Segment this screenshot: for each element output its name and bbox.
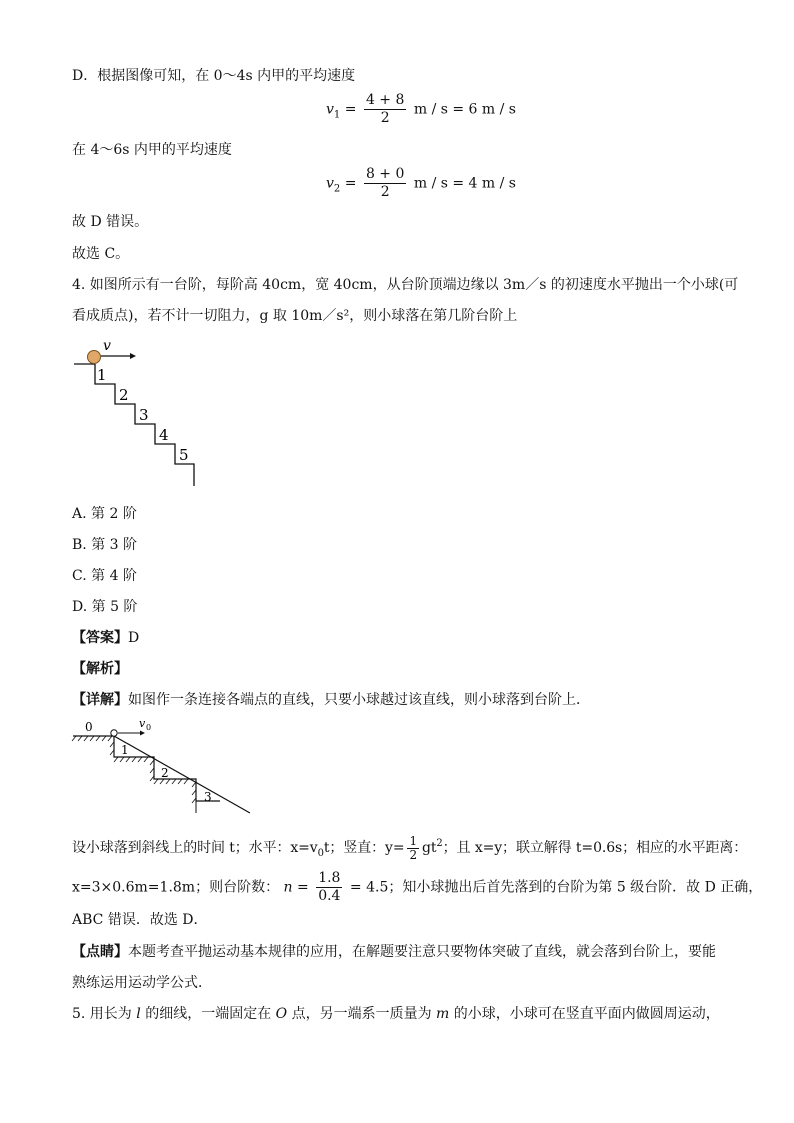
- step-label-2: 2: [119, 386, 129, 404]
- eq-rhs: m / s = 6 m / s: [413, 101, 516, 118]
- q4-stem-line2: 看成质点)，若不计一切阻力，g 取 10m／s²，则小球落在第几阶台阶上: [72, 308, 518, 324]
- velocity-label: v: [139, 717, 146, 730]
- fraction-denominator: 2: [380, 184, 390, 200]
- solution-text: x=3×0.6m=1.8m；则台阶数：: [72, 879, 280, 896]
- comment-tag: 【点睛】: [72, 944, 128, 960]
- fraction-denominator: 2: [409, 847, 418, 862]
- answer-line: [72, 628, 139, 648]
- fraction-numerator: 1: [409, 833, 418, 848]
- solution-line1: [72, 834, 747, 864]
- q5-stem: [72, 1004, 720, 1024]
- velocity-label: v: [103, 338, 111, 354]
- solution-text: t；竖直：y=: [323, 840, 405, 856]
- eq-lhs: v: [326, 101, 334, 118]
- step-label-3: 3: [139, 406, 149, 424]
- ball-icon: [111, 730, 117, 736]
- fraction: [364, 92, 406, 127]
- fraction-half: [407, 835, 419, 862]
- equation-v1: $v_1$ = $\frac{4 + 8}{2}$ m / s = 6 m / s: [326, 92, 516, 126]
- fraction-denominator: 0.4: [318, 888, 341, 904]
- text-line-choose-c: 故选 C。: [72, 246, 130, 262]
- solution-line2: x=3×0.6m=1.8m；则台阶数： n = $\frac{1.8}{0.4}$ = 4.5；知小球抛出后首先落到的台阶为第 5 级台阶．故 D 正确，: [72, 870, 763, 904]
- q5-text: 5. 用长为: [72, 1006, 137, 1022]
- fraction-numerator: 1.8: [318, 870, 341, 886]
- q4-stem-line1: 4. 如图所示有一台阶，每阶高 40cm，宽 40cm，从台阶顶端边缘以 3m／s 的初速度水平抛出一个小球(可: [72, 277, 739, 293]
- fraction-numerator: 4 + 8: [365, 92, 405, 108]
- text-line-d-mid: 在 4～6s 内甲的平均速度: [72, 142, 232, 158]
- staircase-diagonal-figure: [70, 716, 256, 816]
- q5-text: 点，另一端系一质量为: [287, 1006, 437, 1022]
- solution-text: 设小球落到斜线上的时间 t；水平：x=v: [72, 840, 318, 856]
- detail-line: [72, 690, 590, 710]
- analysis-label: 【解析】: [72, 661, 128, 677]
- variable-l: l: [136, 1006, 141, 1022]
- option-b: B. 第 3 阶: [72, 537, 137, 553]
- step-label-2: 2: [161, 766, 169, 780]
- solution-text: ；且 x=y；联立解得 t=0.6s；相应的水平距离：: [442, 840, 748, 856]
- step-label-5: 5: [179, 446, 189, 464]
- variable-n: n: [283, 879, 293, 896]
- comment-line1: [72, 942, 716, 962]
- eq-lhs-sub: 1: [333, 109, 341, 121]
- fraction-steps: [316, 870, 342, 905]
- solution-line3: ABC 错误．故选 D．: [72, 912, 208, 928]
- step-label-1: 1: [121, 743, 129, 757]
- q5-text: 的小球，小球可在竖直平面内做圆周运动，: [449, 1006, 720, 1022]
- answer-tag: 【答案】: [72, 630, 128, 646]
- q5-text: 的细线，一端固定在: [140, 1006, 276, 1022]
- solution-text: ；知小球抛出后首先落到的台阶为第 5 级台阶．故 D 正确，: [388, 879, 763, 896]
- option-d: D. 第 5 阶: [72, 599, 138, 615]
- comment-text: 本题考查平抛运动基本规律的应用，在解题要注意只要物体突破了直线，就会落到台阶上，要能: [128, 944, 716, 960]
- velocity-subscript: 0: [146, 723, 152, 732]
- equation-v2: $v_2$ = $\frac{8 + 0}{2}$ m / s = 4 m / s: [326, 166, 516, 200]
- ground-hatching: [72, 736, 196, 803]
- fraction: [364, 166, 406, 201]
- fraction-numerator: 8 + 0: [365, 166, 405, 182]
- staircase-outline: [95, 364, 194, 486]
- text-line-d-intro: D．根据图像可知，在 0～4s 内甲的平均速度: [72, 68, 356, 84]
- origin-label: 0: [85, 720, 93, 734]
- eq-rhs: m / s = 4 m / s: [413, 175, 516, 192]
- detail-tag: 【详解】: [72, 692, 128, 708]
- step-label-4: 4: [159, 426, 169, 444]
- arrowhead-icon: [130, 353, 136, 359]
- eq-lhs: v: [326, 175, 334, 192]
- fraction-denominator: 2: [380, 110, 390, 126]
- comment-line2: 熟练运用运动学公式．: [72, 975, 212, 991]
- superscript: 2: [436, 838, 443, 849]
- ball-icon: [88, 351, 101, 364]
- option-a: A. 第 2 阶: [72, 506, 137, 522]
- text-line-d-wrong: 故 D 错误。: [72, 214, 149, 230]
- solution-text: gt: [422, 840, 437, 856]
- solution-text: = 4.5: [349, 879, 389, 896]
- subscript: 0: [317, 848, 324, 859]
- answer-value: D: [128, 630, 140, 646]
- option-c: C. 第 4 阶: [72, 568, 137, 584]
- diagonal-line: [114, 736, 250, 813]
- step-label-1: 1: [97, 366, 107, 384]
- arrowhead-icon: [140, 731, 145, 736]
- detail-text: 如图作一条连接各端点的直线，只要小球越过该直线，则小球落到台阶上．: [128, 692, 590, 708]
- step-label-3: 3: [204, 790, 212, 804]
- staircase-figure: [70, 336, 200, 490]
- variable-o: O: [275, 1006, 288, 1022]
- eq-lhs-sub: 2: [333, 183, 341, 195]
- analysis-tag: [72, 659, 128, 679]
- variable-m: m: [436, 1006, 450, 1022]
